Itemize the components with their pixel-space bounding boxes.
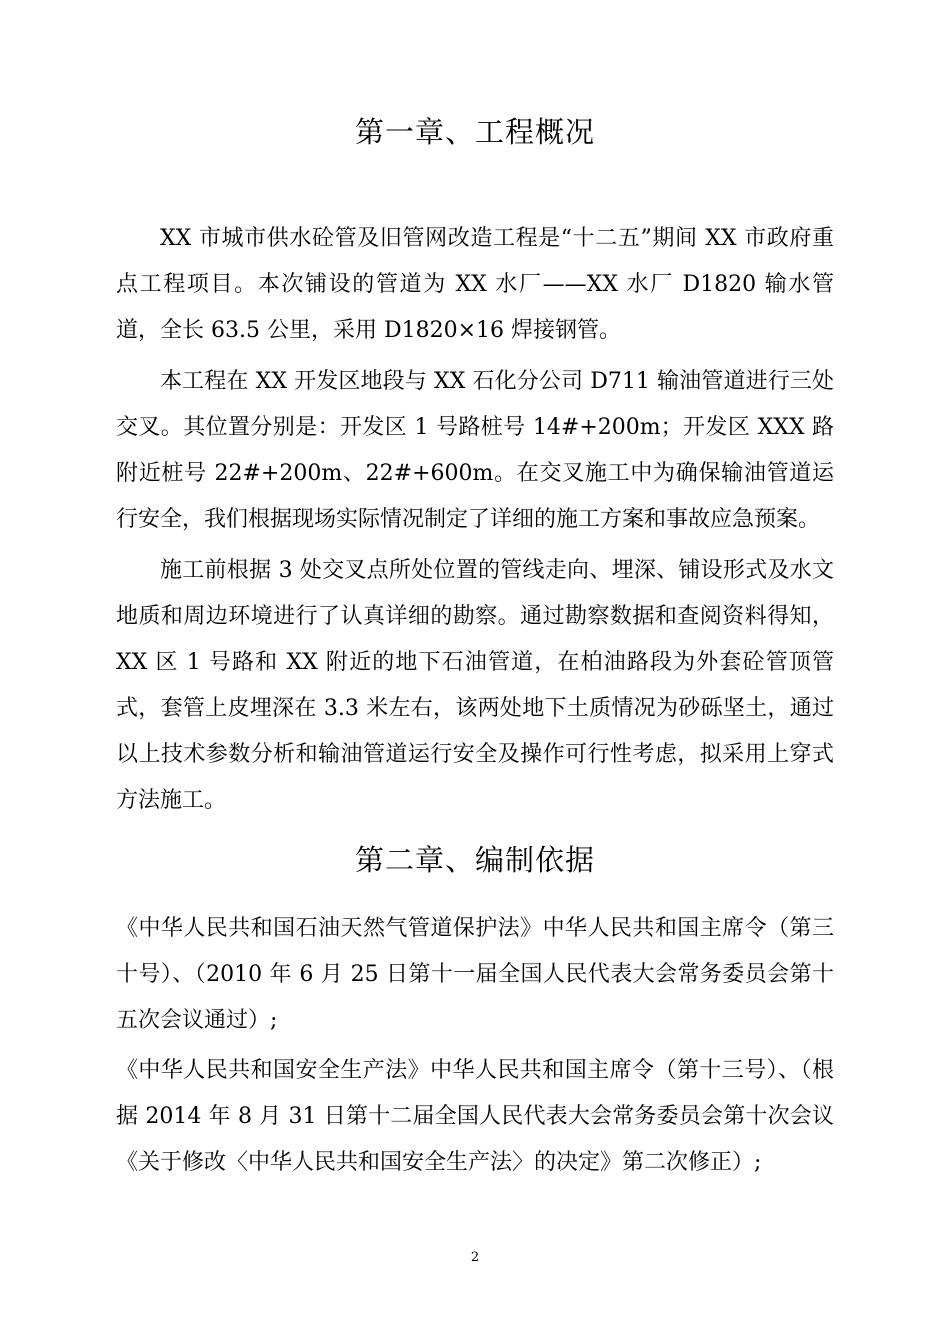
chapter-1-paragraph-1: XX 市城市供水砼管及旧管网改造工程是“十二五”期间 XX 市政府重点工程项目。本次铺设的管道为 XX 水厂——XX 水厂 D1820 输水管道，全长 63.5 公里，采用 D1820×16 焊接钢管。 — [116, 226, 834, 343]
reference-item-2: 《中华人民共和国安全生产法》中华人民共和国主席令（第十三号）、（根据 2014 年 8 月 31 日第十二届全国人民代表大会常务委员会第十次会议《关于修改〈中华人民共和国安全生产法〉的决定》第二次修正）; — [116, 1058, 834, 1175]
chapter-2-title: 第二章、编制依据 — [354, 843, 595, 877]
reference-item-1: 《中华人民共和国石油天然气管道保护法》中华人民共和国主席令（第三十号）、（2010 年 6 月 25 日第十一届全国人民代表大会常务委员会第十五次会议通过）; — [116, 916, 834, 1033]
page-number: 2 — [470, 1250, 480, 1265]
chapter-1-paragraph-3: 施工前根据 3 处交叉点所处位置的管线走向、埋深、铺设形式及水文地质和周边环境进行了认真详细的勘察。通过勘察数据和查阅资料得知，XX 区 1 号路和 XX 附近的地下石油管道，在柏油路段为外套砼管顶管式，套管上皮埋深在 3.3 米左右，该两处地下土质情况为砂砾坚土，通过以上技术参数分析和输油管道运行安全及操作可行性考虑，拟采用上穿式方法施工。 — [116, 558, 834, 813]
chapter-1-title: 第一章、工程概况 — [354, 115, 595, 149]
chapter-1-paragraph-2: 本工程在 XX 开发区地段与 XX 石化分公司 D711 输油管道进行三处交叉。其位置分别是：开发区 1 号路桩号 14#+200m；开发区 XXX 路附近桩号 22#+200m、22#+600m。在交叉施工中为确保输油管道运行安全，我们根据现场实际情况制定了详细的施工方案和事故应急预案。 — [116, 369, 834, 532]
